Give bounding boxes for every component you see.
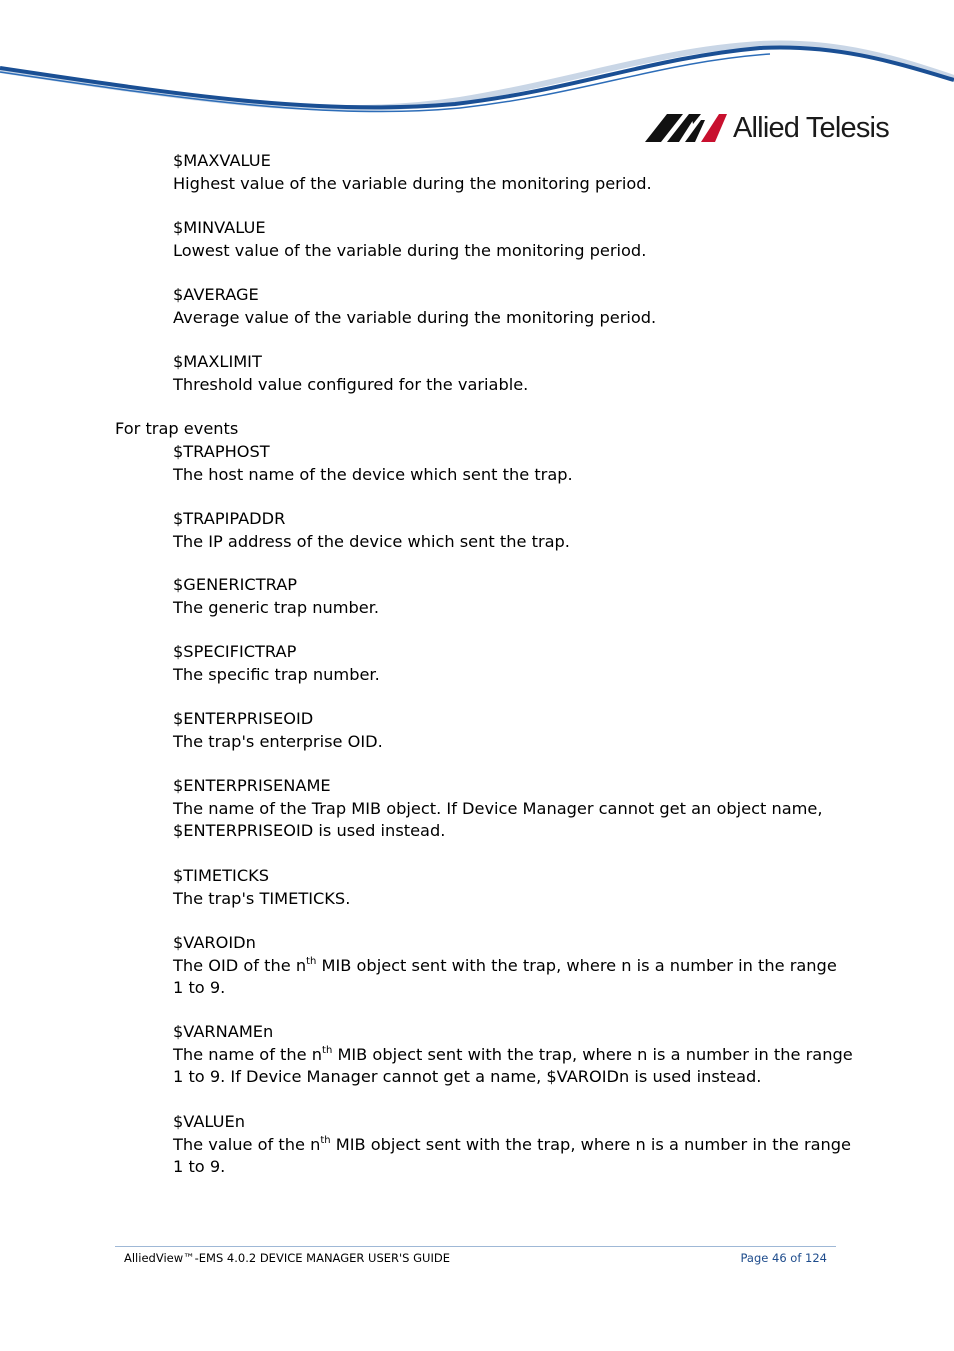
term: $TRAPHOST	[173, 442, 270, 461]
footer-page-number: Page 46 of 124	[740, 1251, 827, 1265]
term-description: The trap's TIMETICKS.	[173, 888, 351, 908]
term-description: Average value of the variable during the monitoring period.	[173, 307, 657, 327]
term: $VARNAMEn	[173, 1022, 274, 1041]
definition-entry	[173, 217, 853, 262]
term-description: Threshold value configured for the variable.	[173, 374, 529, 394]
term-description: The generic trap number.	[173, 597, 380, 617]
definition-entry	[173, 284, 853, 329]
company-logo	[645, 110, 889, 146]
definition-entry	[173, 574, 853, 619]
term: $TRAPIPADDR	[173, 509, 286, 528]
term: $AVERAGE	[173, 285, 259, 304]
term-description-continued: 1 to 9.	[173, 1157, 226, 1176]
term-description: The IP address of the device which sent the trap.	[173, 531, 570, 551]
term-description: Highest value of the variable during the monitoring period.	[173, 173, 652, 193]
footer-divider	[115, 1246, 836, 1247]
term: $MAXVALUE	[173, 151, 271, 170]
desc-text: The name of the n	[173, 1044, 323, 1064]
definition-entry	[173, 641, 853, 686]
ordinal-superscript: th	[320, 1134, 331, 1146]
term-description	[173, 955, 853, 978]
term: $ENTERPRISENAME	[173, 776, 331, 795]
desc-text: MIB object sent with the trap, where n is a number in the range	[332, 1044, 853, 1064]
section-label: For trap events	[115, 419, 239, 438]
term: $MAXLIMIT	[173, 352, 262, 371]
definition-entry	[173, 441, 853, 486]
term-description: The host name of the device which sent the trap.	[173, 464, 573, 484]
term-description: The name of the Trap MIB object. If Device Manager cannot get an object name,	[173, 798, 823, 818]
term-description-continued: $ENTERPRISEOID is used instead.	[173, 821, 446, 840]
term-description: Lowest value of the variable during the monitoring period.	[173, 240, 647, 260]
term: $GENERICTRAP	[173, 575, 298, 594]
definition-entry	[173, 708, 853, 753]
term: $VAROIDn	[173, 933, 256, 952]
desc-text: The OID of the n	[173, 955, 307, 975]
term-description	[173, 1134, 853, 1157]
term-description: The specific trap number.	[173, 664, 380, 684]
definition-entry	[173, 932, 853, 1000]
desc-text: The value of the n	[173, 1134, 321, 1154]
ordinal-superscript: th	[306, 955, 317, 967]
footer-document-title: AlliedView™-EMS 4.0.2 DEVICE MANAGER USER'S GUIDE	[124, 1251, 450, 1265]
definition-entry	[173, 1021, 853, 1089]
definition-entry	[173, 351, 853, 396]
logo-text: Allied Telesis	[733, 112, 889, 144]
definition-entry	[173, 865, 853, 910]
term-description	[173, 1044, 853, 1067]
definition-entry	[173, 1111, 853, 1179]
term: $MINVALUE	[173, 218, 266, 237]
term-description: The trap's enterprise OID.	[173, 731, 383, 751]
term: $ENTERPRISEOID	[173, 709, 314, 728]
definition-entry	[173, 775, 853, 843]
desc-text: MIB object sent with the trap, where n is a number in the range	[316, 955, 837, 975]
term-description-continued: 1 to 9. If Device Manager cannot get a name, $VAROIDn is used instead.	[173, 1067, 762, 1086]
definition-entry	[173, 150, 853, 195]
term: $TIMETICKS	[173, 866, 270, 885]
desc-text: MIB object sent with the trap, where n is a number in the range	[330, 1134, 852, 1154]
term: $VALUEn	[173, 1112, 245, 1131]
term-description-continued: 1 to 9.	[173, 978, 226, 997]
term: $SPECIFICTRAP	[173, 642, 297, 661]
ordinal-superscript: th	[322, 1044, 333, 1056]
definition-entry	[173, 508, 853, 553]
allied-telesis-logo-mark-icon	[645, 114, 727, 142]
